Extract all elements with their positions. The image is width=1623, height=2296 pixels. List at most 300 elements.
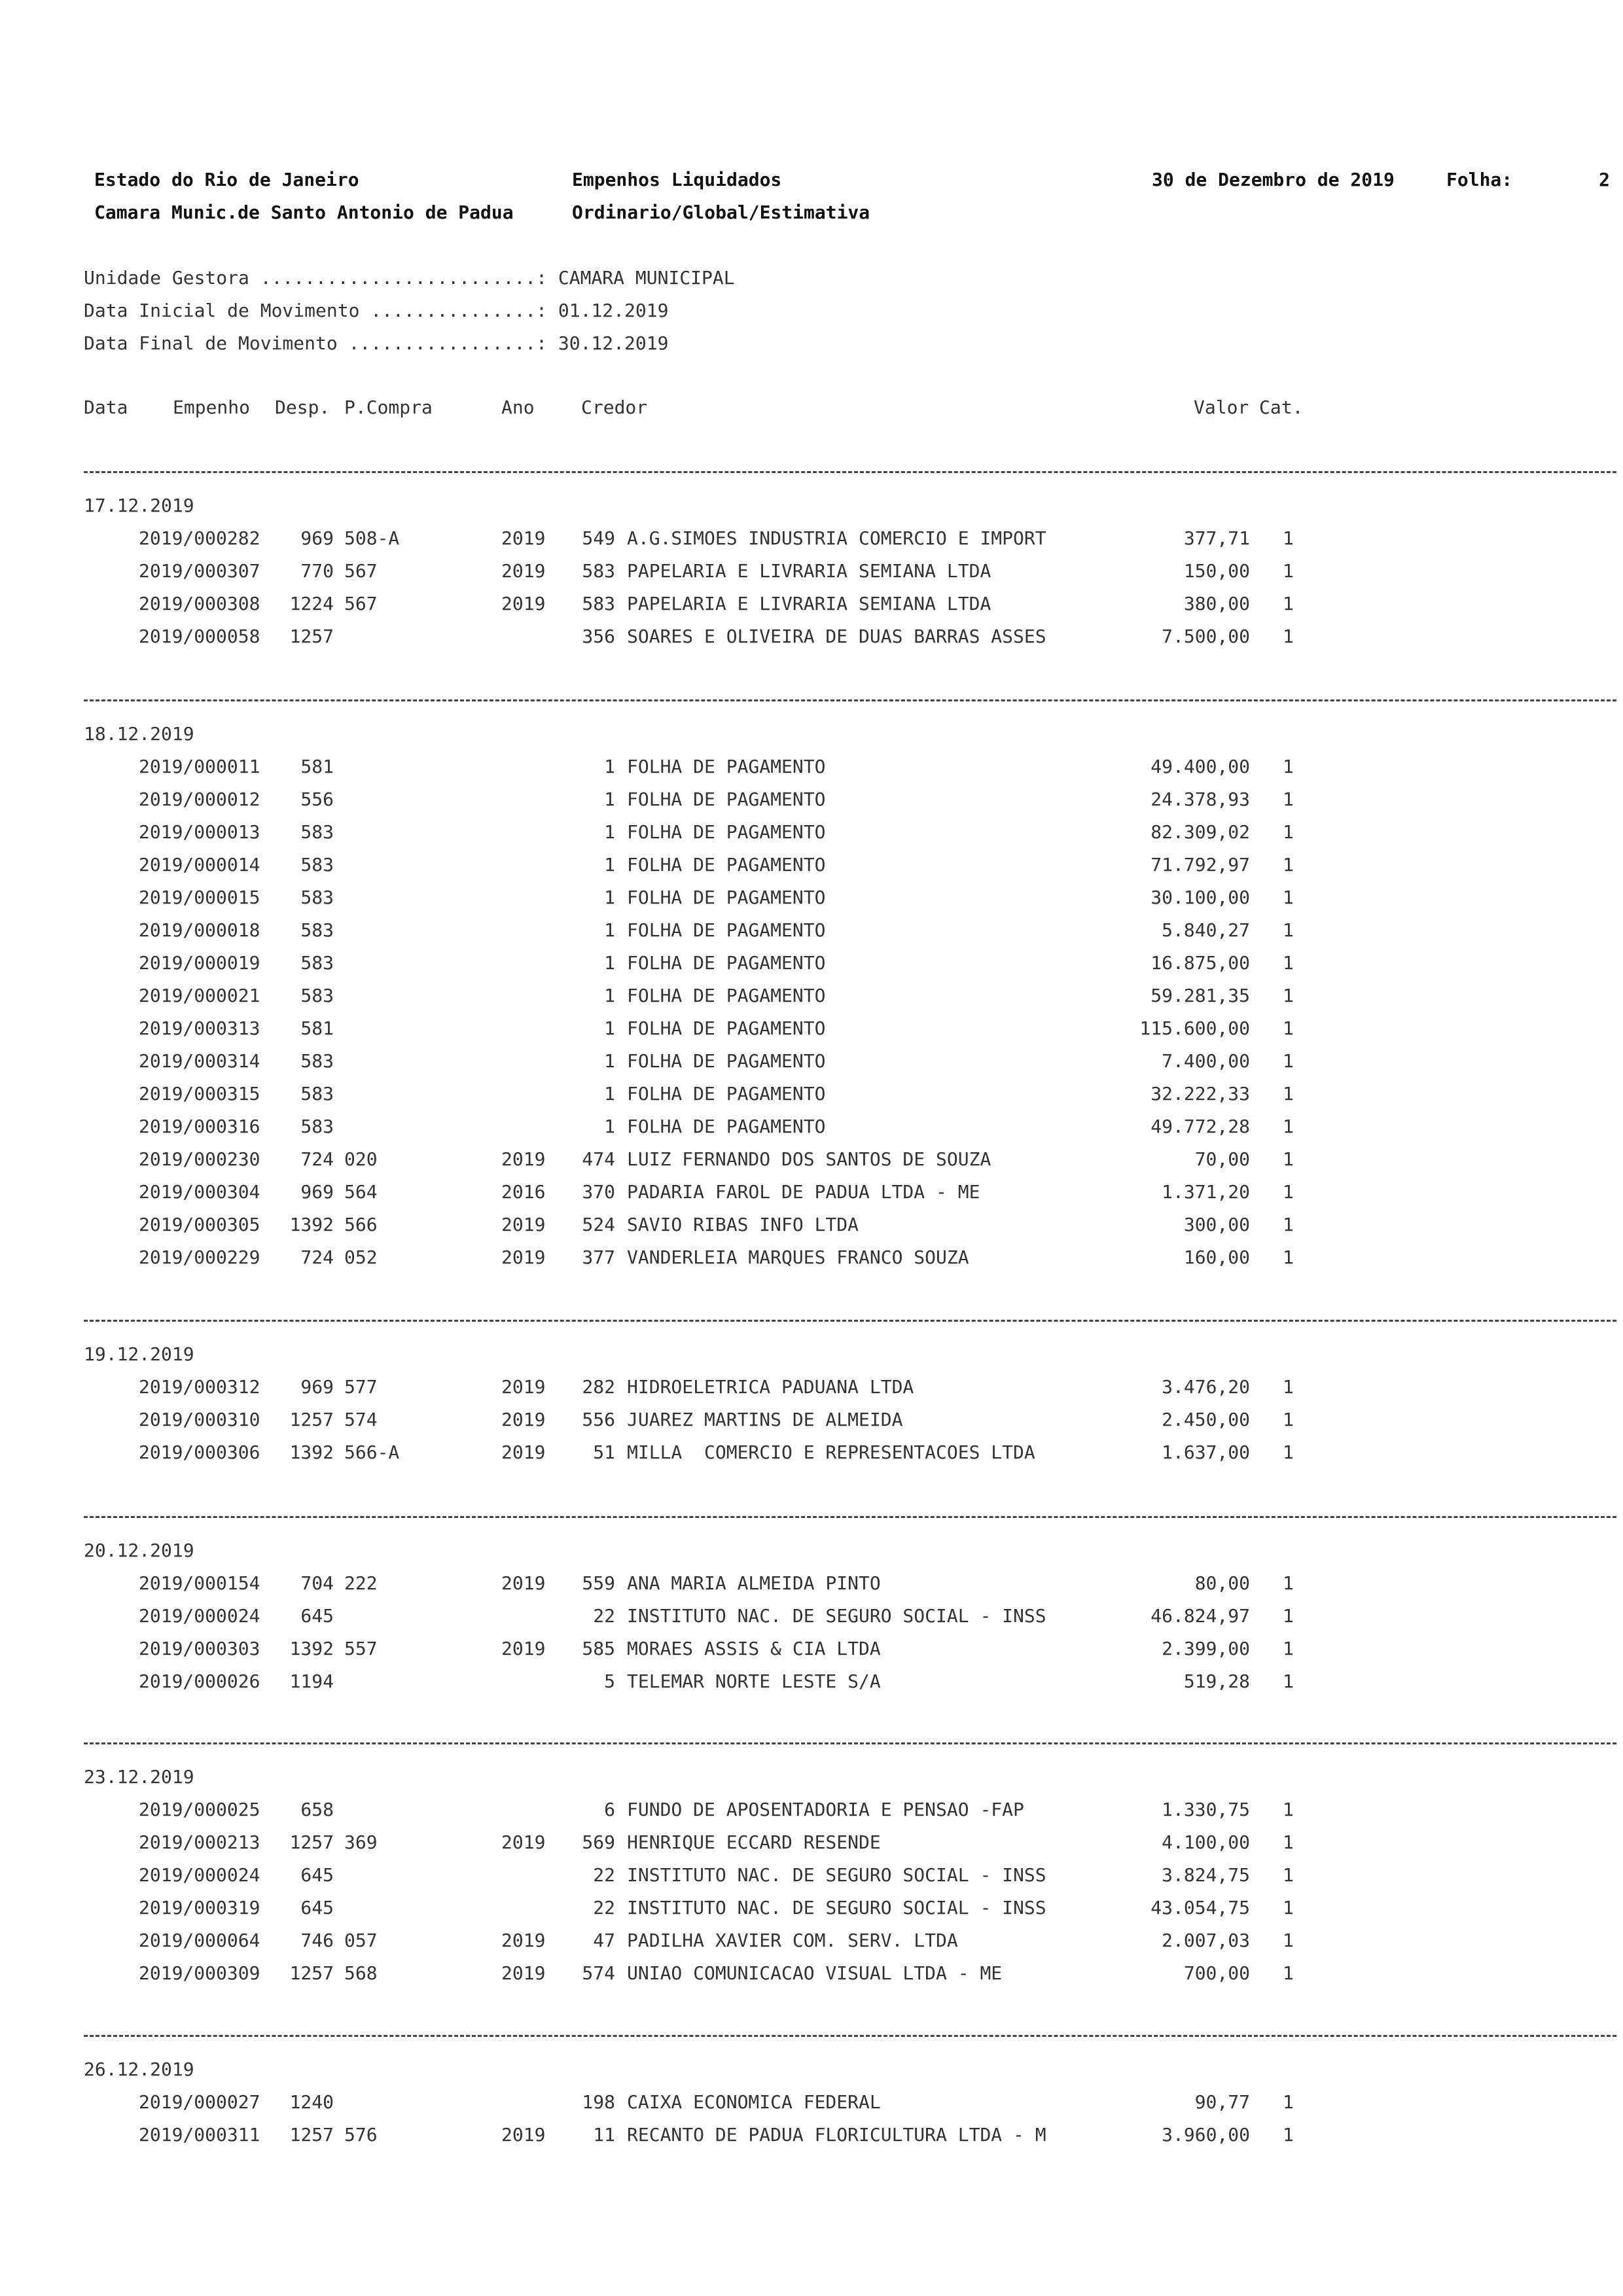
table-row	[0, 985, 1623, 1017]
col-valor: Valor	[1194, 397, 1249, 418]
cell-pcompra: 564	[344, 1181, 378, 1203]
cell-desp: 1392	[289, 1441, 334, 1463]
cell-cat: 1	[1283, 2124, 1294, 2146]
cell-desp: 581	[300, 1017, 334, 1039]
cell-emp: 2019/000012	[139, 788, 260, 810]
table-row	[0, 1246, 1623, 1279]
cell-cat: 1	[1283, 1831, 1294, 1853]
cell-emp: 2019/000282	[139, 527, 260, 549]
cell-valor: 2.007,03	[1162, 1930, 1250, 1951]
cell-valor: 5.840,27	[1162, 919, 1250, 941]
cell-pcompra: 567	[344, 560, 378, 582]
cell-emp: 2019/000303	[139, 1638, 260, 1659]
cell-cred: 1	[604, 788, 615, 810]
cell-cat: 1	[1283, 919, 1294, 941]
cell-cred: 474	[582, 1148, 615, 1170]
cell-valor: 49.400,00	[1150, 756, 1250, 777]
cell-emp: 2019/000025	[139, 1799, 260, 1820]
cell-ano: 2019	[501, 1962, 546, 1984]
cell-nome: SAVIO RIBAS INFO LTDA	[627, 1214, 859, 1235]
cell-valor: 90,77	[1194, 2091, 1250, 2113]
cell-cat: 1	[1283, 887, 1294, 908]
cell-nome: ANA MARIA ALMEIDA PINTO	[627, 1572, 881, 1594]
cell-desp: 1257	[289, 1962, 334, 1984]
cell-cred: 198	[582, 2091, 615, 2113]
cell-desp: 645	[300, 1605, 334, 1627]
cell-cat: 1	[1283, 1897, 1294, 1918]
cell-emp: 2019/000304	[139, 1181, 260, 1203]
cell-cred: 556	[582, 1409, 615, 1430]
cell-desp: 583	[300, 821, 334, 843]
cell-desp: 724	[300, 1148, 334, 1170]
section-separator	[84, 1320, 1616, 1322]
cell-emp: 2019/000021	[139, 985, 260, 1006]
table-row	[0, 1083, 1623, 1116]
cell-cred: 1	[604, 756, 615, 777]
cell-nome: LUIZ FERNANDO DOS SANTOS DE SOUZA	[627, 1148, 991, 1170]
cell-cat: 1	[1283, 1638, 1294, 1659]
table-row	[0, 1441, 1623, 1474]
cell-nome: FOLHA DE PAGAMENTO	[627, 952, 826, 974]
cell-cat: 1	[1283, 821, 1294, 843]
cell-cred: 559	[582, 1572, 615, 1594]
table-row	[0, 1897, 1623, 1930]
cell-ano: 2019	[501, 1638, 546, 1659]
cell-nome: FOLHA DE PAGAMENTO	[627, 985, 826, 1006]
cell-cat: 1	[1283, 788, 1294, 810]
cell-cat: 1	[1283, 1962, 1294, 1984]
table-row	[0, 2124, 1623, 2157]
cell-valor: 300,00	[1183, 1214, 1250, 1235]
col-credor: Credor	[581, 397, 648, 418]
cell-nome: FOLHA DE PAGAMENTO	[627, 1050, 826, 1072]
cell-valor: 519,28	[1183, 1670, 1250, 1692]
cell-ano: 2019	[501, 1376, 546, 1398]
cell-nome: VANDERLEIA MARQUES FRANCO SOUZA	[627, 1246, 969, 1268]
cell-desp: 770	[300, 560, 334, 582]
group-date: 19.12.2019	[84, 1343, 194, 1365]
section-separator	[84, 699, 1616, 701]
cell-pcompra: 369	[344, 1831, 378, 1853]
cell-desp: 1257	[289, 1409, 334, 1430]
table-row	[0, 1050, 1623, 1083]
cell-pcompra: 052	[344, 1246, 378, 1268]
cell-nome: FOLHA DE PAGAMENTO	[627, 788, 826, 810]
cell-nome: RECANTO DE PADUA FLORICULTURA LTDA - M	[627, 2124, 1046, 2146]
cell-cat: 1	[1283, 854, 1294, 875]
cell-ano: 2019	[501, 1441, 546, 1463]
cell-emp: 2019/000314	[139, 1050, 260, 1072]
cell-nome: FOLHA DE PAGAMENTO	[627, 919, 826, 941]
cell-desp: 1257	[289, 2124, 334, 2146]
cell-valor: 377,71	[1183, 527, 1250, 549]
cell-valor: 1.330,75	[1162, 1799, 1250, 1820]
cell-ano: 2019	[501, 1409, 546, 1430]
cell-cred: 585	[582, 1638, 615, 1659]
cell-valor: 1.637,00	[1162, 1441, 1250, 1463]
folha-label: Folha:	[1446, 169, 1513, 190]
cell-cred: 524	[582, 1214, 615, 1235]
cell-emp: 2019/000064	[139, 1930, 260, 1951]
table-row	[0, 1864, 1623, 1897]
cell-emp: 2019/000310	[139, 1409, 260, 1430]
table-row	[0, 952, 1623, 985]
cell-valor: 59.281,35	[1150, 985, 1250, 1006]
cell-nome: FOLHA DE PAGAMENTO	[627, 887, 826, 908]
cell-cat: 1	[1283, 1864, 1294, 1886]
cell-valor: 3.476,20	[1162, 1376, 1250, 1398]
cell-nome: INSTITUTO NAC. DE SEGURO SOCIAL - INSS	[627, 1897, 1046, 1918]
cell-desp: 969	[300, 527, 334, 549]
cell-emp: 2019/000015	[139, 887, 260, 908]
cell-cred: 370	[582, 1181, 615, 1203]
cell-nome: FOLHA DE PAGAMENTO	[627, 756, 826, 777]
group-date: 23.12.2019	[84, 1766, 194, 1788]
cell-nome: INSTITUTO NAC. DE SEGURO SOCIAL - INSS	[627, 1864, 1046, 1886]
cell-emp: 2019/000305	[139, 1214, 260, 1235]
cell-cred: 574	[582, 1962, 615, 1984]
cell-cat: 1	[1283, 1050, 1294, 1072]
cell-desp: 645	[300, 1864, 334, 1886]
cell-cat: 1	[1283, 1670, 1294, 1692]
cell-cred: 5	[604, 1670, 615, 1692]
cell-desp: 1392	[289, 1214, 334, 1235]
cell-cat: 1	[1283, 952, 1294, 974]
cell-pcompra: 576	[344, 2124, 378, 2146]
cell-nome: JUAREZ MARTINS DE ALMEIDA	[627, 1409, 903, 1430]
cell-pcompra: 020	[344, 1148, 378, 1170]
cell-ano: 2019	[501, 527, 546, 549]
cell-nome: PAPELARIA E LIVRARIA SEMIANA LTDA	[627, 560, 991, 582]
group-date: 26.12.2019	[84, 2058, 194, 2080]
cell-cat: 1	[1283, 1376, 1294, 1398]
cell-desp: 724	[300, 1246, 334, 1268]
cell-nome: UNIAO COMUNICACAO VISUAL LTDA - ME	[627, 1962, 1003, 1984]
cell-cred: 1	[604, 952, 615, 974]
table-row	[0, 1116, 1623, 1148]
cell-valor: 700,00	[1183, 1962, 1250, 1984]
cell-emp: 2019/000024	[139, 1864, 260, 1886]
cell-emp: 2019/000319	[139, 1897, 260, 1918]
col-empenho: Empenho	[173, 397, 251, 418]
cell-cat: 1	[1283, 1083, 1294, 1104]
report-date: 30 de Dezembro de 2019	[1152, 169, 1395, 190]
cell-valor: 70,00	[1194, 1148, 1250, 1170]
cell-pcompra: 574	[344, 1409, 378, 1430]
table-row	[0, 1605, 1623, 1638]
group-date: 20.12.2019	[84, 1540, 194, 1561]
cell-cred: 1	[604, 1116, 615, 1137]
cell-emp: 2019/000026	[139, 1670, 260, 1692]
table-row	[0, 1930, 1623, 1962]
cell-nome: HIDROELETRICA PADUANA LTDA	[627, 1376, 914, 1398]
cell-valor: 3.824,75	[1162, 1864, 1250, 1886]
cell-cred: 51	[593, 1441, 615, 1463]
cell-ano: 2019	[501, 1831, 546, 1853]
cell-cred: 569	[582, 1831, 615, 1853]
cell-cred: 1	[604, 1050, 615, 1072]
cell-desp: 969	[300, 1376, 334, 1398]
cell-pcompra: 508-A	[344, 527, 400, 549]
cell-emp: 2019/000154	[139, 1572, 260, 1594]
cell-cred: 1	[604, 919, 615, 941]
cell-desp: 583	[300, 919, 334, 941]
state-name: Estado do Rio de Janeiro	[94, 169, 359, 190]
table-row	[0, 1670, 1623, 1703]
cell-cat: 1	[1283, 1148, 1294, 1170]
cell-emp: 2019/000306	[139, 1441, 260, 1463]
col-pcompra: P.Compra	[344, 397, 433, 418]
cell-cred: 11	[593, 2124, 615, 2146]
report-title: Empenhos Liquidados	[572, 169, 782, 190]
cell-cred: 549	[582, 527, 615, 549]
cell-valor: 46.824,97	[1150, 1605, 1250, 1627]
cell-cat: 1	[1283, 1930, 1294, 1951]
table-row	[0, 527, 1623, 560]
table-row	[0, 1831, 1623, 1864]
cell-valor: 32.222,33	[1150, 1083, 1250, 1104]
cell-valor: 1.371,20	[1162, 1181, 1250, 1203]
cell-desp: 583	[300, 1116, 334, 1137]
cell-cred: 1	[604, 1017, 615, 1039]
cell-cat: 1	[1283, 1181, 1294, 1203]
cell-nome: MILLA COMERCIO E REPRESENTACOES LTDA	[627, 1441, 1035, 1463]
cell-ano: 2019	[501, 2124, 546, 2146]
cell-emp: 2019/000013	[139, 821, 260, 843]
cell-ano: 2019	[501, 1148, 546, 1170]
cell-nome: A.G.SIMOES INDUSTRIA COMERCIO E IMPORT	[627, 527, 1046, 549]
cell-desp: 1392	[289, 1638, 334, 1659]
cell-cat: 1	[1283, 527, 1294, 549]
cell-cred: 22	[593, 1605, 615, 1627]
cell-ano: 2016	[501, 1181, 546, 1203]
cell-desp: 746	[300, 1930, 334, 1951]
cell-pcompra: 057	[344, 1930, 378, 1951]
table-row	[0, 1409, 1623, 1441]
cell-valor: 115.600,00	[1139, 1017, 1250, 1039]
cell-valor: 2.450,00	[1162, 1409, 1250, 1430]
cell-nome: FOLHA DE PAGAMENTO	[627, 1083, 826, 1104]
cell-pcompra: 222	[344, 1572, 378, 1594]
cell-valor: 7.500,00	[1162, 626, 1250, 647]
cell-emp: 2019/000019	[139, 952, 260, 974]
cell-cat: 1	[1283, 1246, 1294, 1268]
cell-cat: 1	[1283, 2091, 1294, 2113]
cell-valor: 82.309,02	[1150, 821, 1250, 843]
table-row	[0, 1962, 1623, 1995]
cell-valor: 4.100,00	[1162, 1831, 1250, 1853]
cell-nome: FOLHA DE PAGAMENTO	[627, 1017, 826, 1039]
cell-nome: FOLHA DE PAGAMENTO	[627, 1116, 826, 1137]
section-separator	[84, 1742, 1616, 1744]
table-row	[0, 626, 1623, 658]
cell-cred: 282	[582, 1376, 615, 1398]
group-date: 18.12.2019	[84, 723, 194, 745]
cell-cred: 1	[604, 854, 615, 875]
cell-cat: 1	[1283, 626, 1294, 647]
cell-desp: 645	[300, 1897, 334, 1918]
cell-emp: 2019/000316	[139, 1116, 260, 1137]
cell-valor: 160,00	[1183, 1246, 1250, 1268]
cell-valor: 43.054,75	[1150, 1897, 1250, 1918]
cell-cat: 1	[1283, 1017, 1294, 1039]
cell-emp: 2019/000230	[139, 1148, 260, 1170]
cell-desp: 704	[300, 1572, 334, 1594]
cell-emp: 2019/000014	[139, 854, 260, 875]
cell-ano: 2019	[501, 1930, 546, 1951]
cell-cat: 1	[1283, 593, 1294, 614]
cell-nome: PADILHA XAVIER COM. SERV. LTDA	[627, 1930, 958, 1951]
cell-cred: 1	[604, 985, 615, 1006]
table-row	[0, 887, 1623, 919]
cell-emp: 2019/000309	[139, 1962, 260, 1984]
cell-cat: 1	[1283, 1409, 1294, 1430]
cell-valor: 80,00	[1194, 1572, 1250, 1594]
cell-desp: 583	[300, 854, 334, 875]
table-row	[0, 788, 1623, 821]
cell-pcompra: 566-A	[344, 1441, 400, 1463]
section-separator	[84, 2035, 1616, 2037]
cell-desp: 583	[300, 952, 334, 974]
table-row	[0, 560, 1623, 593]
cell-cred: 1	[604, 887, 615, 908]
section-separator	[84, 471, 1616, 473]
cell-emp: 2019/000308	[139, 593, 260, 614]
cell-ano: 2019	[501, 560, 546, 582]
cell-cred: 356	[582, 626, 615, 647]
cell-cred: 583	[582, 560, 615, 582]
table-row	[0, 1148, 1623, 1181]
table-row	[0, 2091, 1623, 2124]
cell-emp: 2019/000315	[139, 1083, 260, 1104]
cell-nome: HENRIQUE ECCARD RESENDE	[627, 1831, 881, 1853]
cell-desp: 583	[300, 985, 334, 1006]
cell-emp: 2019/000213	[139, 1831, 260, 1853]
cell-cred: 22	[593, 1864, 615, 1886]
cell-cat: 1	[1283, 985, 1294, 1006]
cell-cred: 1	[604, 821, 615, 843]
cell-desp: 658	[300, 1799, 334, 1820]
cell-cat: 1	[1283, 1441, 1294, 1463]
cell-desp: 581	[300, 756, 334, 777]
table-row	[0, 1017, 1623, 1050]
cell-cred: 1	[604, 1083, 615, 1104]
cell-cred: 22	[593, 1897, 615, 1918]
cell-nome: FUNDO DE APOSENTADORIA E PENSAO -FAP	[627, 1799, 1024, 1820]
cell-cat: 1	[1283, 560, 1294, 582]
cell-nome: SOARES E OLIVEIRA DE DUAS BARRAS ASSES	[627, 626, 1046, 647]
cell-desp: 583	[300, 1050, 334, 1072]
cell-pcompra: 557	[344, 1638, 378, 1659]
cell-desp: 1257	[289, 1831, 334, 1853]
col-data: Data	[84, 397, 128, 418]
cell-desp: 1194	[289, 1670, 334, 1692]
table-row	[0, 756, 1623, 788]
cell-valor: 16.875,00	[1150, 952, 1250, 974]
cell-valor: 380,00	[1183, 593, 1250, 614]
section-separator	[84, 1516, 1616, 1518]
cell-nome: PADARIA FAROL DE PADUA LTDA - ME	[627, 1181, 980, 1203]
cell-ano: 2019	[501, 593, 546, 614]
cell-desp: 556	[300, 788, 334, 810]
report-subtitle: Ordinario/Global/Estimativa	[572, 202, 870, 223]
group-date: 17.12.2019	[84, 495, 194, 516]
cell-valor: 3.960,00	[1162, 2124, 1250, 2146]
table-row	[0, 854, 1623, 887]
cell-emp: 2019/000313	[139, 1017, 260, 1039]
cell-emp: 2019/000027	[139, 2091, 260, 2113]
cell-cat: 1	[1283, 1572, 1294, 1594]
cell-valor: 150,00	[1183, 560, 1250, 582]
cell-valor: 7.400,00	[1162, 1050, 1250, 1072]
cell-cred: 6	[604, 1799, 615, 1820]
data-inicial: Data Inicial de Movimento ...............: 01.12.2019	[84, 300, 669, 321]
table-row	[0, 1799, 1623, 1831]
table-row	[0, 821, 1623, 854]
folha-number: 2	[1599, 169, 1610, 190]
cell-nome: INSTITUTO NAC. DE SEGURO SOCIAL - INSS	[627, 1605, 1046, 1627]
col-cat: Cat.	[1259, 397, 1304, 418]
table-row	[0, 1214, 1623, 1246]
cell-ano: 2019	[501, 1572, 546, 1594]
cell-nome: FOLHA DE PAGAMENTO	[627, 821, 826, 843]
cell-emp: 2019/000024	[139, 1605, 260, 1627]
cell-cat: 1	[1283, 1214, 1294, 1235]
cell-ano: 2019	[501, 1246, 546, 1268]
cell-ano: 2019	[501, 1214, 546, 1235]
unidade-gestora: Unidade Gestora .........................: CAMARA MUNICIPAL	[84, 267, 735, 289]
cell-emp: 2019/000018	[139, 919, 260, 941]
cell-emp: 2019/000229	[139, 1246, 260, 1268]
cell-nome: TELEMAR NORTE LESTE S/A	[627, 1670, 881, 1692]
col-ano: Ano	[501, 397, 535, 418]
table-row	[0, 919, 1623, 952]
cell-cat: 1	[1283, 1605, 1294, 1627]
table-row	[0, 1376, 1623, 1409]
cell-desp: 1224	[289, 593, 334, 614]
cell-cred: 377	[582, 1246, 615, 1268]
cell-desp: 969	[300, 1181, 334, 1203]
data-final: Data Final de Movimento .................: 30.12.2019	[84, 332, 669, 354]
table-row	[0, 593, 1623, 626]
cell-cred: 47	[593, 1930, 615, 1951]
cell-cat: 1	[1283, 756, 1294, 777]
cell-desp: 583	[300, 1083, 334, 1104]
cell-pcompra: 566	[344, 1214, 378, 1235]
cell-emp: 2019/000312	[139, 1376, 260, 1398]
cell-emp: 2019/000307	[139, 560, 260, 582]
table-row	[0, 1572, 1623, 1605]
cell-cred: 583	[582, 593, 615, 614]
cell-valor: 71.792,97	[1150, 854, 1250, 875]
cell-emp: 2019/000311	[139, 2124, 260, 2146]
cell-emp: 2019/000011	[139, 756, 260, 777]
cell-pcompra: 577	[344, 1376, 378, 1398]
cell-desp: 583	[300, 887, 334, 908]
table-row	[0, 1638, 1623, 1670]
cell-nome: MORAES ASSIS & CIA LTDA	[627, 1638, 881, 1659]
table-row	[0, 1181, 1623, 1214]
cell-pcompra: 567	[344, 593, 378, 614]
cell-desp: 1240	[289, 2091, 334, 2113]
cell-valor: 2.399,00	[1162, 1638, 1250, 1659]
cell-valor: 24.378,93	[1150, 788, 1250, 810]
cell-nome: CAIXA ECONOMICA FEDERAL	[627, 2091, 881, 2113]
cell-emp: 2019/000058	[139, 626, 260, 647]
cell-valor: 30.100,00	[1150, 887, 1250, 908]
cell-nome: FOLHA DE PAGAMENTO	[627, 854, 826, 875]
cell-valor: 49.772,28	[1150, 1116, 1250, 1137]
